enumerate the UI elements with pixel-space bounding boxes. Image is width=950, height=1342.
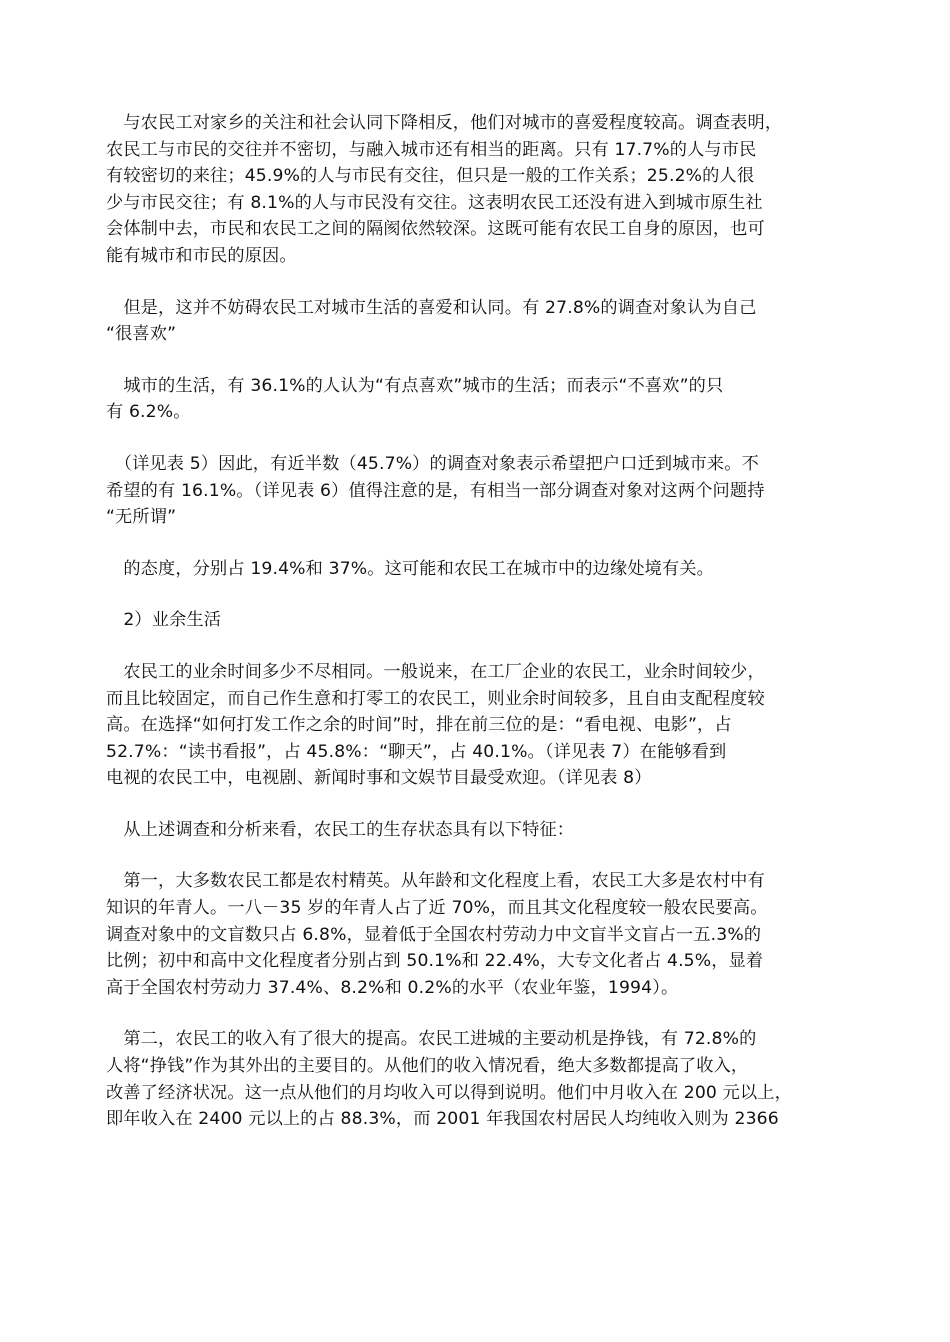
text-line: “很喜欢” — [106, 324, 177, 345]
paragraph-hukou — [106, 451, 854, 531]
text-line: 农民工与市民的交往并不密切，与融入城市还有相当的距离。只有 17.7%的人与市民 — [106, 139, 757, 160]
text-line: 2）业余生活 — [106, 610, 222, 631]
text-line: 从上述调查和分析来看，农民工的生存状态具有以下特征： — [106, 819, 575, 840]
text-line: 比例；初中和高中文化程度者分别占到 50.1%和 22.4%，大专文化者占 4.5%，显着 — [106, 951, 764, 972]
text-line: 52.7%：“读书看报”，占 45.8%：“聊天”，占 40.1%。（详见表 7）在能够看到 — [106, 741, 727, 762]
text-line: 能有城市和市民的原因。 — [106, 245, 297, 266]
text-line: 电视的农民工中，电视剧、新闻时事和文娱节目最受欢迎。（详见表 8） — [106, 768, 652, 789]
text-line: 知识的年青人。一八－35 岁的年青人占了近 70%，而且其文化程度较一般农民要高。 — [106, 898, 768, 919]
text-line: 与农民工对家乡的关注和社会认同下降相反，他们对城市的喜爱程度较高。调查表明， — [106, 113, 783, 133]
text-line: 会体制中去，市民和农民工之间的隔阂依然较深。这既可能有农民工自身的原因，也可 — [106, 219, 765, 240]
text-line: 第一，大多数农民工都是农村精英。从年龄和文化程度上看，农民工大多是农村中有 — [106, 871, 765, 892]
paragraph-second-feature — [106, 1026, 854, 1132]
section-heading-leisure — [106, 607, 854, 634]
text-line: 改善了经济状况。这一点从他们的月均收入可以得到说明。他们中月收入在 200 元以上， — [106, 1082, 792, 1103]
text-line: “无所谓” — [106, 507, 177, 528]
text-line: 希望的有 16.1%。（详见表 6）值得注意的是，有相当一部分调查对象对这两个问题持 — [106, 480, 765, 501]
text-line: 少与市民交往；有 8.1%的人与市民没有交往。这表明农民工还没有进入到城市原生社 — [106, 192, 763, 213]
text-line: 即年收入在 2400 元以上的占 88.3%，而 2001 年我国农村居民人均纯收入则为 2366 — [106, 1109, 779, 1130]
text-line: 城市的生活，有 36.1%的人认为“有点喜欢”城市的生活；而表示“不喜欢”的只 — [106, 375, 724, 396]
paragraph-city-life — [106, 373, 854, 426]
text-line: 高于全国农村劳动力 37.4%、8.2%和 0.2%的水平（农业年鉴，1994）。 — [106, 977, 679, 998]
text-line: 农民工的业余时间多少不尽相同。一般说来，在工厂企业的农民工，业余时间较少， — [106, 661, 765, 682]
text-line: 而且比较固定，而自己作生意和打零工的农民工，则业余时间较多，且自由支配程度较 — [106, 688, 765, 709]
text-line: （详见表 5）因此，有近半数（45.7%）的调查对象表示希望把户口迁到城市来。不 — [106, 453, 759, 474]
text-line: 的态度，分别占 19.4%和 37%。这可能和农民工在城市中的边缘处境有关。 — [106, 558, 715, 579]
paragraph-leisure-time — [106, 659, 854, 792]
paragraph-like-city — [106, 295, 854, 348]
text-line: 第二，农民工的收入有了很大的提高。农民工进城的主要动机是挣钱，有 72.8%的 — [106, 1029, 757, 1050]
text-line: 有 6.2%。 — [106, 402, 191, 423]
text-line: 有较密切的来往；45.9%的人与市民有交往，但只是一般的工作关系；25.2%的人很 — [106, 166, 755, 187]
paragraph-city-attitude — [106, 110, 854, 270]
text-line: 人将“挣钱”作为其外出的主要目的。从他们的收入情况看，绝大多数都提高了收入， — [106, 1056, 749, 1077]
paragraph-attitude — [106, 556, 854, 583]
paragraph-first-feature — [106, 868, 854, 1001]
text-line: 但是，这并不妨碍农民工对城市生活的喜爱和认同。有 27.8%的调查对象认为自己 — [106, 297, 757, 318]
paragraph-summary-intro — [106, 817, 854, 844]
document-page — [106, 110, 854, 1158]
text-line: 调查对象中的文盲数只占 6.8%，显着低于全国农村劳动力中文盲半文盲占一五.3%的 — [106, 924, 762, 945]
text-line: 高。在选择“如何打发工作之余的时间”时，排在前三位的是：“看电视、电影”，占 — [106, 715, 732, 736]
